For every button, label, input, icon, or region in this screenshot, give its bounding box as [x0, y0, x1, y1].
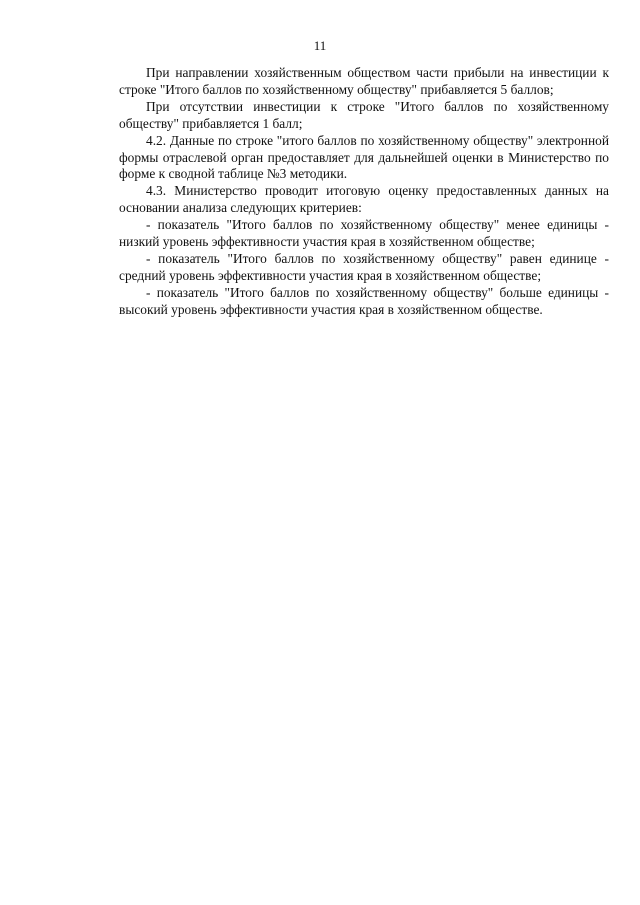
paragraph-4-2: 4.2. Данные по строке "итого баллов по хозяйственному обществу" электронной формы отраслевой орган предоставляет для дальнейшей оценки в Министерство по форме к сводной таблице №3 методики.	[119, 132, 609, 182]
criterion-medium: - показатель "Итого баллов по хозяйственному обществу" равен единице - средний уровень эффективности участия края в хозяйственном обществе;	[119, 250, 609, 283]
criterion-high: - показатель "Итого баллов по хозяйственному обществу" больше единицы - высокий уровень эффективности участия края в хозяйственном обществе.	[119, 284, 609, 317]
paragraph-investment-bonus: При направлении хозяйственным обществом части прибыли на инвестиции к строке "Итого баллов по хозяйственному обществу" прибавляется 5 баллов;	[119, 65, 609, 97]
criterion-low: - показатель "Итого баллов по хозяйственному обществу" менее единицы - низкий уровень эффективности участия края в хозяйственном обществе;	[119, 217, 609, 250]
document-body	[119, 65, 609, 319]
page-number: 11	[313, 38, 327, 53]
paragraph-no-investment: При отсутствии инвестиции к строке "Итого баллов по хозяйственному обществу" прибавляется 1 балл;	[119, 98, 609, 131]
paragraph-4-3: 4.3. Министерство проводит итоговую оценку предоставленных данных на основании анализа следующих критериев:	[119, 183, 609, 216]
